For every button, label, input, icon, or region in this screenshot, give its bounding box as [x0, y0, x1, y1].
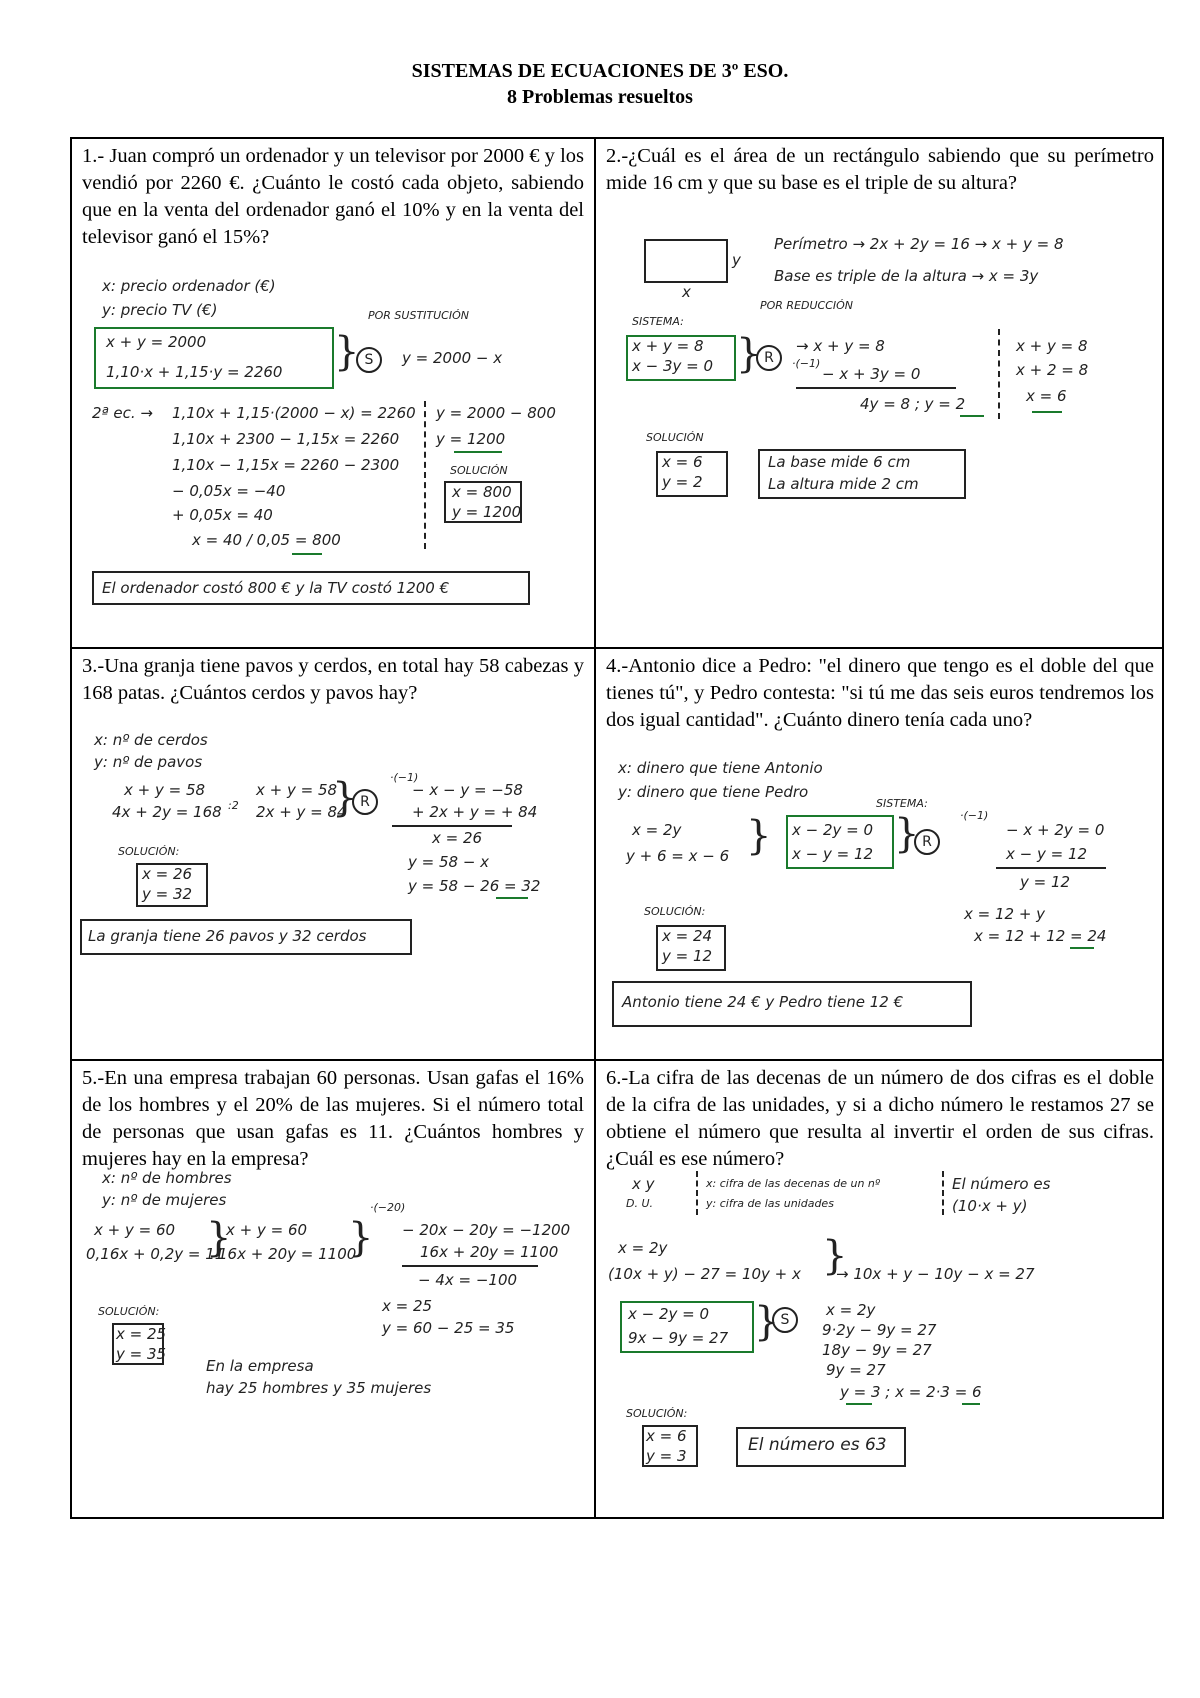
problem-statement: 6.-La cifra de las decenas de un número de dos cifras es el doble de la cifra de las unidades, y si a dicho número le restamos 27 se obtiene el número que resulta al invertir el orden de sus cifras. ¿Cuál es ese número?	[606, 1067, 1154, 1170]
variable-x: x: dinero que tiene Antonio	[618, 759, 823, 777]
solution-y: y = 1200	[452, 503, 522, 521]
solution-label: SOLUCIÓN:	[626, 1407, 688, 1420]
y-step-2: y = 58 − 26 = 32	[408, 877, 541, 895]
variable-x: x: nº de hombres	[102, 1169, 232, 1187]
result-underline	[846, 1403, 872, 1405]
divisor: :2	[228, 799, 239, 812]
x-step-1: x = 12 + y	[964, 905, 1046, 923]
equation-1: x + y = 60	[94, 1221, 176, 1239]
answer: Antonio tiene 24 € y Pedro tiene 12 €	[622, 993, 904, 1011]
back-step-1: x + y = 8	[1016, 337, 1088, 355]
page-header	[0, 58, 1200, 110]
multiplier: ·(−20)	[370, 1201, 406, 1214]
equation-2-b: 16x + 20y = 1100	[218, 1245, 357, 1263]
brace: }	[736, 331, 762, 377]
solution-x: x = 6	[662, 453, 703, 471]
method-circle: S	[772, 1307, 798, 1333]
equation-2: x − 3y = 0	[632, 357, 714, 375]
subst-step-3: 18y − 9y = 27	[822, 1341, 932, 1359]
reduction-2: + 2x + y = + 84	[412, 803, 538, 821]
method-label: POR REDUCCIÓN	[760, 299, 854, 312]
solution-label: SOLUCIÓN	[450, 464, 508, 477]
substitution: y = 2000 − x	[402, 349, 503, 367]
problem-statement: 2.-¿Cuál es el área de un rectángulo sabiendo que su perímetro mide 16 cm y que su base es el triple de su altura?	[606, 145, 1154, 194]
back-step-3: x = 6	[1026, 387, 1067, 405]
result-underline	[1070, 947, 1094, 949]
separator	[696, 1171, 698, 1215]
x-step: x = 25	[382, 1297, 433, 1315]
equation-1: x = 2y	[632, 821, 682, 839]
answer: La granja tiene 26 pavos y 32 cerdos	[88, 927, 367, 945]
system-label: SISTEMA:	[876, 797, 928, 810]
step-2: 1,10x + 2300 − 1,15x = 2260	[172, 430, 400, 448]
result-underline	[496, 897, 528, 899]
reduction-result: x = 26	[432, 829, 483, 847]
system-label: SISTEMA:	[632, 315, 684, 328]
separator	[942, 1171, 944, 1215]
result-underline	[454, 451, 502, 453]
y-step-2: y = 1200	[436, 430, 506, 448]
separator	[424, 401, 426, 549]
variable-y: y: precio TV (€)	[102, 301, 218, 319]
reduction-result: y = 12	[1020, 873, 1071, 891]
equation-1-b: x + y = 60	[226, 1221, 308, 1239]
sum-line	[392, 825, 512, 827]
variable-x: x: precio ordenador (€)	[102, 277, 276, 295]
answer-2: hay 25 hombres y 35 mujeres	[206, 1379, 432, 1397]
equation-2-rearranged: → 10x + y − 10y − x = 27	[836, 1265, 1035, 1283]
variable-y: y: nº de mujeres	[102, 1191, 227, 1209]
problems-table	[70, 137, 1164, 1519]
reduction-1: − 20x − 20y = −1200	[402, 1221, 571, 1239]
step-4: − 0,05x = −40	[172, 482, 286, 500]
solution-x: x = 26	[142, 865, 193, 883]
sum-line	[402, 1265, 538, 1267]
answer-1: En la empresa	[206, 1357, 314, 1375]
method-circle: R	[756, 345, 782, 371]
multiplier: ·(−1)	[390, 771, 419, 784]
equation-2: y + 6 = x − 6	[626, 847, 730, 865]
equation-2: 0,16x + 0,2y = 11	[86, 1245, 225, 1263]
y-step: y = 60 − 25 = 35	[382, 1319, 515, 1337]
step-6: x = 40 / 0,05 = 800	[192, 531, 341, 549]
number-label: El número es	[952, 1175, 1051, 1193]
equation-1-b: x + y = 58	[256, 781, 338, 799]
result-underline	[1032, 411, 1062, 413]
equation-2: 4x + 2y = 168	[112, 803, 222, 821]
perimeter-eq: Perímetro → 2x + 2y = 16 → x + y = 8	[774, 235, 1064, 253]
page-title: SISTEMAS DE ECUACIONES DE 3º ESO.	[411, 60, 789, 82]
reduction-2: x − y = 12	[1006, 845, 1088, 863]
solution-y: y = 2	[662, 473, 703, 491]
problem-1	[72, 139, 594, 647]
digits: x y	[632, 1175, 655, 1193]
problem-statement: 3.-Una granja tiene pavos y cerdos, en total hay 58 cabezas y 168 patas. ¿Cuántos cerdos y pavos hay?	[82, 655, 584, 704]
solution-y: y = 32	[142, 885, 193, 903]
brace: }	[206, 1215, 232, 1261]
brace: }	[334, 329, 360, 375]
solution-label: SOLUCIÓN	[646, 431, 704, 444]
multiplier: ·(−1)	[960, 809, 989, 822]
brace: }	[754, 1299, 780, 1345]
reduction-result: 4y = 8 ; y = 2	[860, 395, 966, 413]
subst-step-1: x = 2y	[826, 1301, 876, 1319]
step-3: 1,10x − 1,15x = 2260 − 2300	[172, 456, 400, 474]
reduction-2: − x + 3y = 0	[822, 365, 921, 383]
variable-y: y: dinero que tiene Pedro	[618, 783, 809, 801]
back-step-2: x + 2 = 8	[1016, 361, 1089, 379]
problem-statement: 4.-Antonio dice a Pedro: "el dinero que tengo es el doble del que tienes tú", y Pedro contesta: "si tú me das seis euros tendremos los dos igual cantidad". ¿Cuánto dinero tenía cada uno?	[606, 655, 1154, 731]
system-1: x − 2y = 0	[628, 1305, 710, 1323]
variable-y: y: nº de pavos	[94, 753, 203, 771]
answer: El número es 63	[748, 1435, 887, 1455]
sum-line	[996, 867, 1106, 869]
multiplier: ·(−1)	[792, 357, 821, 370]
brace: }	[746, 813, 772, 859]
method-circle: R	[352, 789, 378, 815]
result-underline	[960, 415, 984, 417]
result-underline	[962, 1403, 980, 1405]
reduction-1: − x + 2y = 0	[1006, 821, 1105, 839]
figure-base-label: x	[682, 283, 691, 301]
brace: }	[822, 1233, 848, 1279]
system-2: 9x − 9y = 27	[628, 1329, 729, 1347]
rectangle-figure	[644, 239, 728, 283]
problem-6	[596, 1061, 1164, 1517]
brace: }	[894, 811, 920, 857]
y-step-1: y = 2000 − 800	[436, 404, 556, 422]
x-step-2: x = 12 + 12 = 24	[974, 927, 1107, 945]
subst-step-5: y = 3 ; x = 2·3 = 6	[840, 1383, 982, 1401]
base-eq: Base es triple de la altura → x = 3y	[774, 267, 1039, 285]
problem-5	[72, 1061, 594, 1517]
method-label: POR SUSTITUCIÓN	[368, 309, 469, 322]
variable-x: x: nº de cerdos	[94, 731, 208, 749]
equation-2: 1,10·x + 1,15·y = 2260	[106, 363, 283, 381]
solution-y: y = 12	[662, 947, 713, 965]
subst-step-4: 9y = 27	[826, 1361, 886, 1379]
step-5: + 0,05x = 40	[172, 506, 273, 524]
reduction-result: − 4x = −100	[418, 1271, 518, 1289]
solution-y: y = 3	[646, 1447, 687, 1465]
figure-height-label: y	[732, 251, 741, 269]
equation-1: x + y = 8	[632, 337, 704, 355]
problem-statement: 1.- Juan compró un ordenador y un televisor por 2000 € y los vendió por 2260 €. ¿Cuánto le costó cada objeto, sabiendo que en la venta del ordenador ganó el 10% y en la venta del televisor ganó el 15%?	[82, 145, 584, 248]
system-2: x − y = 12	[792, 845, 874, 863]
solution-x: x = 24	[662, 927, 713, 945]
separator	[998, 329, 1000, 419]
result-underline	[292, 553, 322, 555]
variable-y: y: cifra de las unidades	[706, 1197, 834, 1210]
answer-1: La base mide 6 cm	[768, 453, 911, 471]
solution-x: x = 25	[116, 1325, 167, 1343]
equation-2: (10x + y) − 27 = 10y + x	[608, 1265, 801, 1283]
method-circle: S	[356, 347, 382, 373]
y-step-1: y = 58 − x	[408, 853, 490, 871]
equation-2-b: 2x + y = 84	[256, 803, 347, 821]
step-1: 1,10x + 1,15·(2000 − x) = 2260	[172, 404, 416, 422]
solution-x: x = 6	[646, 1427, 687, 1445]
subst-step-2: 9·2y − 9y = 27	[822, 1321, 937, 1339]
system-1: x − 2y = 0	[792, 821, 874, 839]
solution-x: x = 800	[452, 483, 512, 501]
answer-2: La altura mide 2 cm	[768, 475, 919, 493]
solution-label: SOLUCIÓN:	[644, 905, 706, 918]
brace: }	[332, 775, 358, 821]
solution-label: SOLUCIÓN:	[118, 845, 180, 858]
solution-y: y = 35	[116, 1345, 167, 1363]
equation-1: x + y = 2000	[106, 333, 207, 351]
brace: }	[348, 1215, 374, 1261]
problem-statement: 5.-En una empresa trabajan 60 personas. Usan gafas el 16% de los hombres y el 20% de las mujeres. Si el número total de personas que usan gafas es 11. ¿Cuántos hombres y mujeres hay en la empresa?	[82, 1067, 584, 1170]
equation-1: x + y = 58	[124, 781, 206, 799]
solution-label: SOLUCIÓN:	[98, 1305, 160, 1318]
problem-2	[596, 139, 1164, 647]
reduction-1: − x − y = −58	[412, 781, 523, 799]
step-label: 2ª ec. →	[92, 404, 153, 422]
problem-4	[596, 649, 1164, 1059]
page-subtitle: 8 Problemas resueltos	[507, 86, 693, 108]
reduction-1: → x + y = 8	[796, 337, 885, 355]
sum-line	[796, 387, 956, 389]
equation-1: x = 2y	[618, 1239, 668, 1257]
number-expression: (10·x + y)	[952, 1197, 1028, 1215]
method-circle: R	[914, 829, 940, 855]
problem-3	[72, 649, 594, 1059]
digit-positions: D. U.	[626, 1197, 654, 1210]
reduction-2: 16x + 20y = 1100	[420, 1243, 559, 1261]
answer: El ordenador costó 800 € y la TV costó 1200 €	[102, 579, 450, 597]
variable-x: x: cifra de las decenas de un nº	[706, 1177, 881, 1190]
